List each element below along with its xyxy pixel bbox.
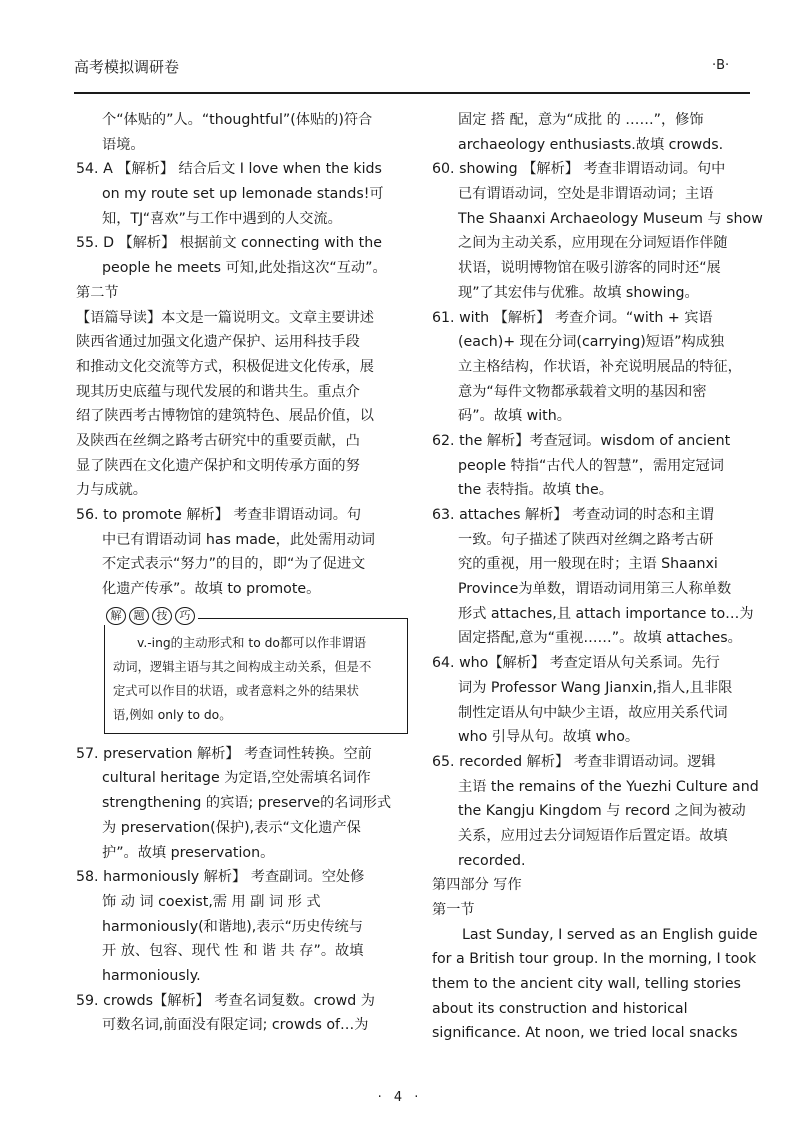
- text-line: 显了陕西在文化遗产保护和文明传承方面的努: [76, 457, 360, 474]
- text-line: The Shaanxi Archaeology Museum 与 show: [458, 210, 763, 227]
- text-line: who 引导从句。故填 who。: [458, 729, 640, 746]
- text-line: 可数名词,前面没有限定词; crowds of…为: [102, 1017, 369, 1034]
- text-line: 已有谓语动词，空处是非谓语动词；主语: [458, 186, 714, 203]
- text-line: 一致。句子描述了陕西对丝绸之路考古研: [458, 531, 714, 548]
- text-line: 57. preservation 解析】 考查词性转换。空前: [76, 745, 372, 762]
- text-line: 关系，应用过去分词短语作后置定语。故填: [458, 827, 728, 844]
- text-line: 力与成就。: [76, 482, 147, 499]
- text-line: people 特指“古代人的智慧”，需用定冠词: [458, 457, 724, 474]
- tip-text-line: 定式可以作目的状语，或者意料之外的结果状: [113, 683, 359, 698]
- section-heading: 第一节: [432, 902, 475, 918]
- solving-tip-box: [104, 608, 408, 734]
- text-line: 62. the 解析】考查冠词。wisdom of ancient: [432, 432, 731, 449]
- text-line: recorded.: [458, 852, 526, 869]
- text-line: strengthening 的宾语; preserve的名词形式: [102, 795, 392, 812]
- answer-54: [76, 157, 398, 231]
- tip-text-line: 动词，逻辑主语与其之间构成主动关系，但是不: [113, 659, 372, 674]
- answer-56: [76, 503, 398, 602]
- answer-60: [432, 157, 770, 305]
- text-line: 55. D 【解析】 根据前文 connecting with the: [76, 235, 382, 252]
- tip-label-char: 解: [106, 607, 126, 625]
- text-line: 54. A 【解析】 结合后文 I love when the kids: [76, 161, 382, 178]
- text-line: Province为单数，谓语动词用第三人称单数: [458, 581, 732, 598]
- text-line: 不定式表示“努力”的目的，即“为了促进文: [102, 556, 366, 573]
- tip-label-char: 巧: [175, 607, 195, 625]
- answer-64: [432, 651, 770, 750]
- right-column: [432, 108, 770, 1046]
- answer-55: [76, 231, 398, 280]
- text-line: the Kangju Kingdom 与 record 之间为被动: [458, 803, 746, 820]
- text-line: 立主格结构，作状语，补充说明展品的特征，: [458, 358, 742, 375]
- text-line: harmoniously(和谐地),表示“历史传统与: [102, 918, 363, 935]
- tip-label-char: 题: [129, 607, 149, 625]
- tip-label-char: 技: [152, 607, 172, 625]
- text-line: 词为 Professor Wang Jianxin,指人,且非限: [458, 679, 733, 696]
- part-4-writing: [432, 873, 770, 922]
- answer-61: [432, 306, 770, 429]
- answer-59: [76, 989, 398, 1038]
- text-line: archaeology enthusiasts.故填 crowds.: [458, 136, 724, 153]
- text-line: significance. At noon, we tried local snacks: [432, 1025, 738, 1042]
- text-line: 固定搭配,意为“重视……”。故填 attaches。: [458, 630, 742, 647]
- text-line: 绍了陕西考古博物馆的建筑特色、展品价值，以: [76, 408, 374, 425]
- text-line: 之间为主动关系，应用现在分词短语作伴随: [458, 235, 728, 252]
- text-line: on my route set up lemonade stands!可: [102, 186, 384, 203]
- text-line: 64. who【解析】 考查定语从句关系词。先行: [432, 655, 720, 672]
- text-line: 形式 attaches,且 attach importance to…为: [458, 605, 754, 622]
- tip-text-line: 语,例如 only to do。: [113, 707, 232, 722]
- text-line: 究的重视，用一般现在时；主语 Shaanxi: [458, 556, 718, 573]
- answer-62: [432, 429, 770, 503]
- text-line: 61. with 【解析】 考查介词。“with + 宾语: [432, 309, 713, 326]
- text-line: 60. showing 【解析】 考查非谓语动词。句中: [432, 161, 726, 178]
- text-line: 陕西省通过加强文化遗产保护、运用科技手段: [76, 334, 360, 351]
- text-line: 化遗产传承”。故填 to promote。: [102, 581, 321, 598]
- answer-59-continuation: [432, 108, 770, 157]
- answer-57: [76, 742, 398, 865]
- answer-58: [76, 865, 398, 988]
- text-line: 为 preservation(保护),表示“文化遗产保: [102, 819, 361, 836]
- section-2-guide: [76, 281, 398, 503]
- text-line: (each)+ 现在分词(carrying)短语”构成独: [458, 334, 725, 351]
- text-line: them to the ancient city wall, telling stories: [432, 976, 741, 993]
- essay-text: [432, 923, 770, 1046]
- text-line: for a British tour group. In the morning, I took: [432, 951, 757, 968]
- text-line: about its construction and historical: [432, 1000, 688, 1017]
- page-header-title: 高考模拟调研卷: [74, 58, 180, 76]
- text-line: 现”了其宏伟与优雅。故填 showing。: [458, 284, 699, 301]
- answer-53-continuation: [76, 108, 398, 157]
- text-line: 码”。故填 with。: [458, 408, 571, 425]
- text-line: people he meets 可知,此处指这次“互动”。: [102, 260, 387, 277]
- section-heading: 第二节: [76, 284, 119, 301]
- answer-65: [432, 750, 770, 873]
- page-number: · 4 ·: [377, 1090, 423, 1105]
- text-line: Last Sunday, I served as an English guide: [462, 926, 758, 943]
- left-column: [76, 108, 398, 1038]
- section-heading: 第四部分 写作: [432, 877, 522, 894]
- text-line: harmoniously.: [102, 967, 201, 984]
- text-line: 现其历史底蕴与现代发展的和谐共生。重点介: [76, 383, 360, 400]
- text-line: 59. crowds【解析】 考查名词复数。crowd 为: [76, 992, 375, 1009]
- answer-63: [432, 503, 770, 651]
- text-line: 【语篇导读】本文是一篇说明文。文章主要讲述: [76, 309, 374, 326]
- text-line: 和推动文化交流等方式，积极促进文化传承，展: [76, 358, 374, 375]
- text-line: 个“体贴的”人。“thoughtful”(体贴的)符合: [102, 112, 373, 128]
- text-line: cultural heritage 为定语,空处需填名词作: [102, 770, 371, 787]
- text-line: 状语，说明博物馆在吸引游客的同时还“展: [458, 260, 721, 277]
- text-line: 及陕西在丝绸之路考古研究中的重要贡献，凸: [76, 432, 360, 449]
- text-line: 主语 the remains of the Yuezhi Culture and: [458, 778, 759, 795]
- text-line: 饰 动 词 coexist,需 用 副 词 形 式: [102, 893, 321, 910]
- tip-text-line: v.-ing的主动形式和 to do都可以作非谓语: [137, 635, 367, 650]
- text-line: 意为“每件文物都承载着文明的基因和密: [458, 383, 707, 400]
- text-line: 65. recorded 解析】 考查非谓语动词。逻辑: [432, 753, 716, 770]
- text-line: 护”。故填 preservation。: [102, 844, 275, 861]
- text-line: the 表特指。故填 the。: [458, 482, 613, 499]
- text-line: 语境。: [102, 136, 145, 153]
- solving-tip-label: [103, 607, 198, 625]
- text-line: 56. to promote 解析】 考查非谓语动词。句: [76, 507, 362, 523]
- text-line: 中已有谓语动词 has made，此处需用动词: [102, 531, 375, 548]
- text-line: 固定 搭 配，意为“成批 的 ……”，修饰: [458, 112, 704, 128]
- text-line: 知，TJ“喜欢”与工作中遇到的人交流。: [102, 210, 342, 227]
- text-line: 开 放、包容、现代 性 和 谐 共 存”。故填: [102, 943, 364, 960]
- page-header-mark: ·B·: [712, 58, 730, 73]
- header-divider: [74, 92, 750, 94]
- text-line: 制性定语从句中缺少主语，故应用关系代词: [458, 704, 728, 721]
- text-line: 58. harmoniously 解析】 考查副词。空处修: [76, 869, 365, 886]
- text-line: 63. attaches 解析】 考查动词的时态和主谓: [432, 507, 714, 523]
